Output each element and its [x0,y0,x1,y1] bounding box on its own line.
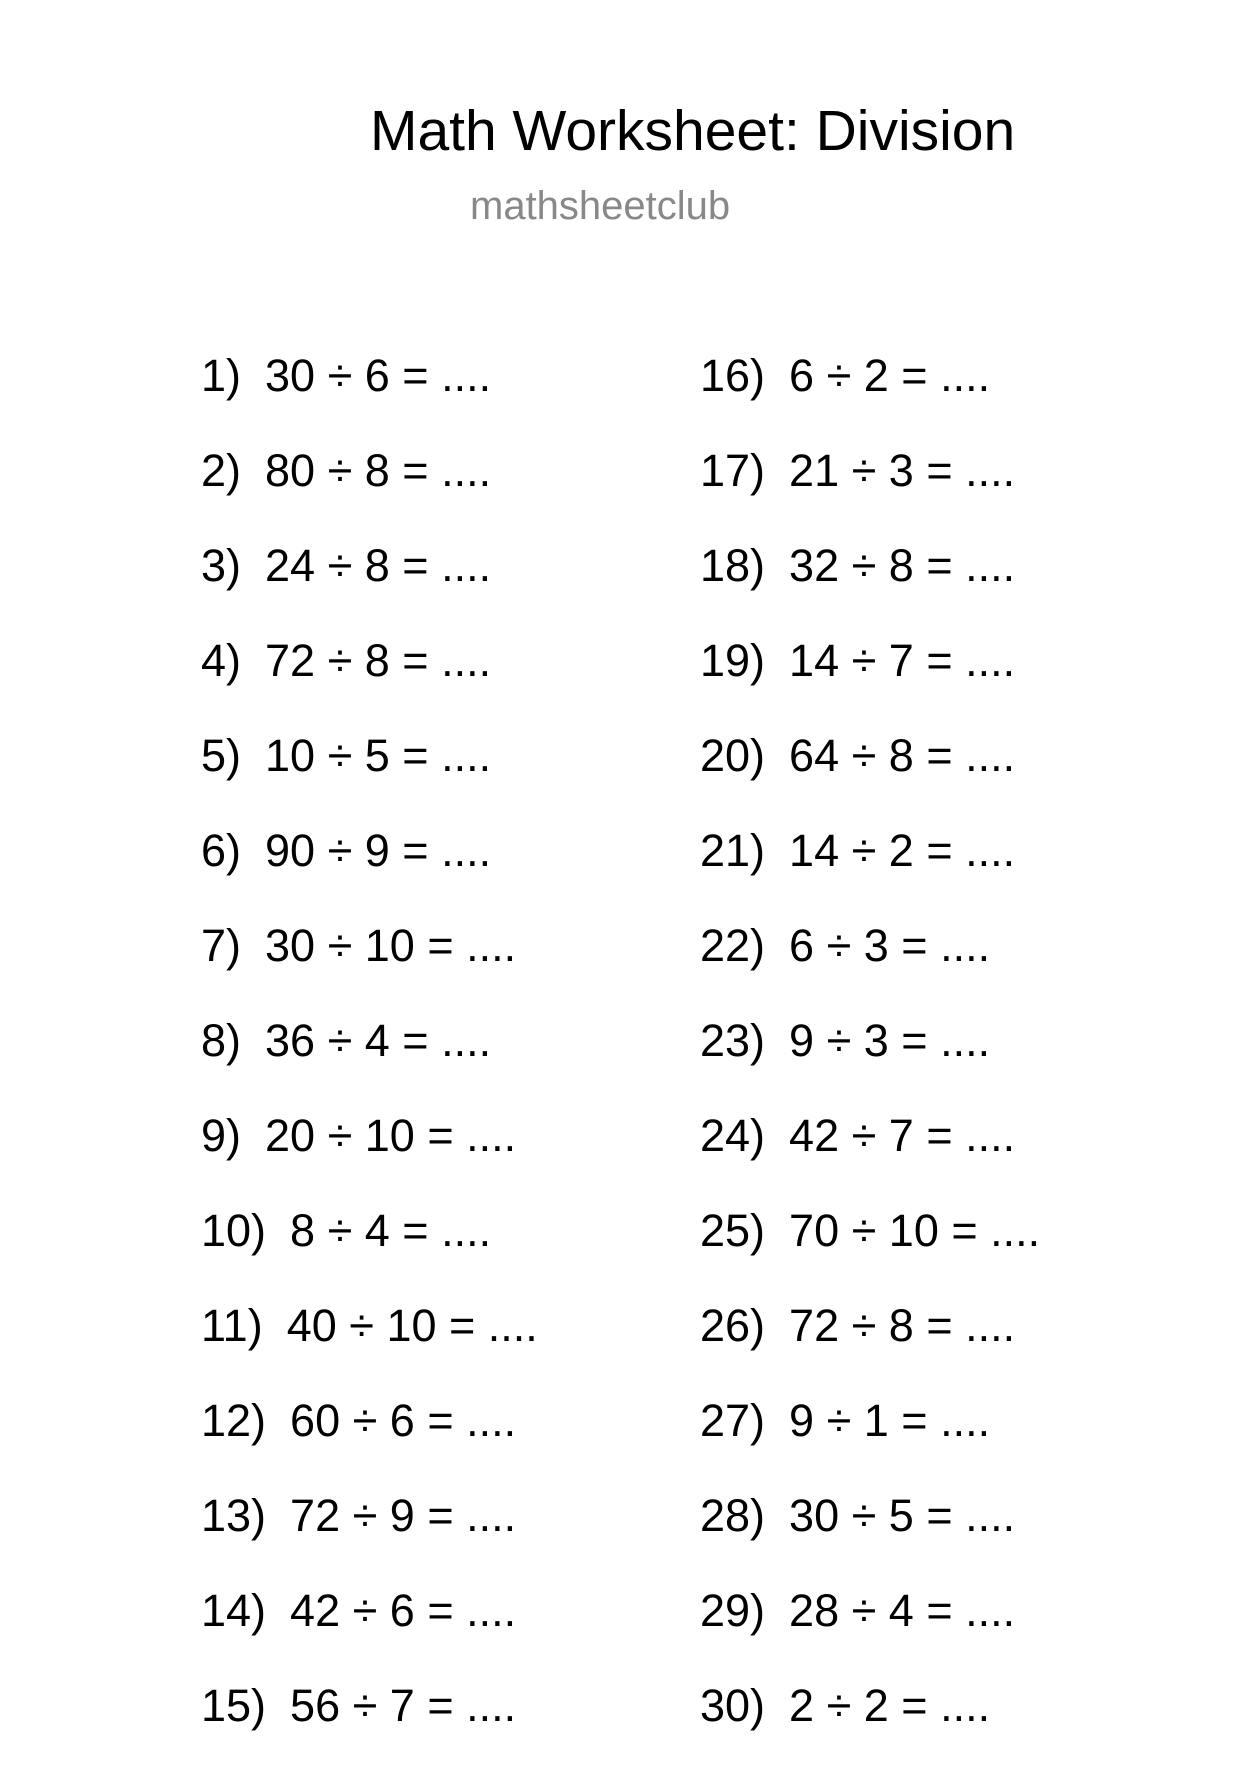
problem-number: 22) [700,920,766,971]
problem-number: 28) [700,1490,766,1541]
problem-expression: 40 ÷ 10 = .... [286,1300,538,1351]
problem-number: 10) [201,1205,267,1256]
problem-item [201,348,538,443]
problem-number: 17) [700,445,766,496]
problem-expression: 72 ÷ 8 = .... [789,1300,1016,1351]
problem-number: 2) [201,445,242,496]
problem-expression: 56 ÷ 7 = .... [290,1680,517,1731]
problem-number: 29) [700,1585,766,1636]
problem-item [201,728,538,823]
problem-expression: 42 ÷ 7 = .... [789,1110,1016,1161]
problem-item [700,1203,1040,1298]
problem-number: 9) [201,1110,242,1161]
problem-item [201,1678,538,1773]
problem-expression: 64 ÷ 8 = .... [789,730,1016,781]
problem-expression: 32 ÷ 8 = .... [789,540,1016,591]
problem-expression: 30 ÷ 6 = .... [265,350,492,401]
problem-item [201,1393,538,1488]
problem-item [201,1298,538,1393]
problem-number: 14) [201,1585,267,1636]
problem-item [201,538,538,633]
problem-expression: 14 ÷ 7 = .... [789,635,1016,686]
problem-number: 20) [700,730,766,781]
problem-expression: 20 ÷ 10 = .... [265,1110,517,1161]
problem-number: 3) [201,540,242,591]
problem-expression: 30 ÷ 10 = .... [265,920,517,971]
problem-number: 21) [700,825,766,876]
problem-item [201,633,538,728]
problem-item [700,728,1040,823]
problem-item [201,1203,538,1298]
problem-item [201,1488,538,1583]
problems-column-left [201,348,538,1773]
problem-expression: 90 ÷ 9 = .... [265,825,492,876]
problem-number: 5) [201,730,242,781]
problem-item [201,1108,538,1203]
problem-expression: 36 ÷ 4 = .... [265,1015,492,1066]
problem-expression: 28 ÷ 4 = .... [789,1585,1016,1636]
problem-item [700,1393,1040,1488]
problem-number: 18) [700,540,766,591]
problem-number: 6) [201,825,242,876]
problem-expression: 10 ÷ 5 = .... [265,730,492,781]
problem-expression: 70 ÷ 10 = .... [789,1205,1041,1256]
problem-number: 13) [201,1490,267,1541]
problem-expression: 80 ÷ 8 = .... [265,445,492,496]
problem-number: 15) [201,1680,267,1731]
problem-item [201,443,538,538]
problem-number: 11) [201,1300,263,1351]
worksheet-title: Math Worksheet: Division [370,99,1016,163]
problem-expression: 6 ÷ 3 = .... [789,920,991,971]
problem-expression: 14 ÷ 2 = .... [789,825,1016,876]
problem-item [700,1013,1040,1108]
problem-expression: 72 ÷ 8 = .... [265,635,492,686]
problem-item [700,348,1040,443]
worksheet-subtitle: mathsheetclub [470,184,731,228]
problem-item [700,1298,1040,1393]
problem-item [201,1583,538,1678]
problem-expression: 24 ÷ 8 = .... [265,540,492,591]
problem-number: 24) [700,1110,766,1161]
problem-expression: 9 ÷ 1 = .... [789,1395,991,1446]
problem-expression: 30 ÷ 5 = .... [789,1490,1016,1541]
problem-item [201,918,538,1013]
problem-expression: 60 ÷ 6 = .... [290,1395,517,1446]
problem-expression: 6 ÷ 2 = .... [789,350,991,401]
problem-item [700,538,1040,633]
problem-number: 12) [201,1395,267,1446]
problem-number: 23) [700,1015,766,1066]
problem-item [201,823,538,918]
problem-number: 19) [700,635,766,686]
problem-expression: 8 ÷ 4 = .... [290,1205,492,1256]
problem-expression: 21 ÷ 3 = .... [789,445,1016,496]
problem-item [700,1488,1040,1583]
problem-number: 25) [700,1205,766,1256]
problem-item [700,918,1040,1013]
problem-item [700,443,1040,538]
problem-number: 30) [700,1680,766,1731]
problem-number: 1) [201,350,242,401]
problem-item [700,1583,1040,1678]
problem-expression: 9 ÷ 3 = .... [789,1015,991,1066]
problem-item [700,1678,1040,1773]
problem-item [201,1013,538,1108]
problems-column-right [700,348,1040,1773]
problem-expression: 42 ÷ 6 = .... [290,1585,517,1636]
problem-number: 26) [700,1300,766,1351]
problem-number: 27) [700,1395,766,1446]
problem-number: 8) [201,1015,242,1066]
problem-item [700,823,1040,918]
problem-expression: 72 ÷ 9 = .... [290,1490,517,1541]
problem-number: 7) [201,920,242,971]
problem-expression: 2 ÷ 2 = .... [789,1680,991,1731]
problem-number: 16) [700,350,766,401]
problem-item [700,633,1040,728]
problem-item [700,1108,1040,1203]
problem-number: 4) [201,635,242,686]
